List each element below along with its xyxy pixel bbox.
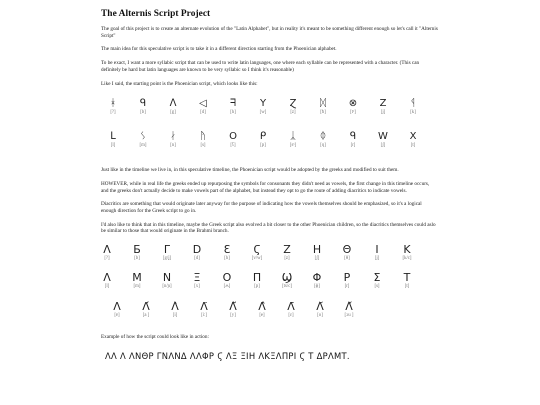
glyph-symbol: Λ̈ xyxy=(200,300,208,314)
glyph-transliteration: [sˤ] xyxy=(289,143,297,149)
glyph-transliteration: [θ] xyxy=(344,256,350,262)
paragraph-greek-adoption: Just like in the timeline we live in, in this speculative timeline, the Phoenician script would be adopted by the greeks and modified to suit them. xyxy=(101,167,399,174)
glyph-symbol: ᑭ xyxy=(259,131,267,143)
example-script-line: ΛΛ Λ ΛΝΘΡ ΓΝΛΝΔ ΛΛΦΡ Ϛ ΛΞ ΞΙΗ ΛΚΞΛΠΡΙ Ϛ Τ ΔΡΛΜΤ. xyxy=(105,350,350,361)
glyph-transliteration: [?] xyxy=(104,256,110,262)
glyph-symbol: Λ̃ xyxy=(229,300,237,314)
glyph-transliteration: [ħ] xyxy=(320,110,326,116)
glyph-cell xyxy=(215,244,239,262)
glyph-cell xyxy=(395,272,419,290)
glyph-cell xyxy=(305,272,329,290)
glyph-symbol: ⊗ xyxy=(348,98,358,110)
glyph-transliteration: [?] xyxy=(110,110,116,116)
glyph-symbol: Λ xyxy=(103,243,111,257)
glyph-transliteration: [h] xyxy=(230,110,236,116)
glyph-cell xyxy=(275,244,299,262)
glyph-symbol: ᛞ xyxy=(320,98,326,110)
greek-row-3 xyxy=(101,301,438,321)
glyph-symbol: W xyxy=(378,131,388,143)
glyph-transliteration: [j] xyxy=(380,110,386,116)
glyph-cell xyxy=(192,301,216,319)
glyph-symbol: Σ xyxy=(373,271,381,285)
glyph-transliteration: [x] xyxy=(194,284,200,290)
glyph-transliteration: [b] xyxy=(134,256,140,262)
glyph-cell xyxy=(401,98,425,116)
paragraph-brahmi: I'd also like to think that in this timeline, maybe the Greek script also evolved a bit closer to the other Phoenician children, so the diacritics themselves could aslo be similar to those that would originate in the Brahmi branch. xyxy=(101,221,436,235)
glyph-transliteration: [ʍ] xyxy=(223,284,231,290)
glyph-symbol: ᖷ xyxy=(230,98,236,110)
glyph-symbol: Λ xyxy=(113,300,121,314)
glyph-transliteration: [ɛ] xyxy=(288,313,294,319)
glyph-cell xyxy=(191,131,215,149)
glyph-symbol: Λ́ xyxy=(142,300,150,314)
glyph-cell xyxy=(335,272,359,290)
glyph-transliteration: [h] xyxy=(224,256,230,262)
glyph-transliteration: [w] xyxy=(259,110,267,116)
glyph-symbol: O xyxy=(222,271,232,285)
glyph-symbol: Z xyxy=(283,243,291,257)
glyph-transliteration: [n/ɲ] xyxy=(162,284,172,290)
glyph-cell xyxy=(125,244,149,262)
glyph-symbol: ᑫ xyxy=(349,131,357,143)
glyph-symbol: Ξ xyxy=(193,271,201,285)
glyph-cell xyxy=(395,244,419,262)
glyph-symbol: P xyxy=(343,271,351,285)
glyph-transliteration: [ʃ] xyxy=(380,143,386,149)
glyph-symbol: T xyxy=(403,271,411,285)
glyph-transliteration: [r] xyxy=(350,143,356,149)
glyph-transliteration: [ɔu ] xyxy=(344,313,354,319)
glyph-cell xyxy=(161,131,185,149)
phoenician-row-1 xyxy=(101,98,438,118)
greek-row-2 xyxy=(101,272,438,292)
glyph-symbol: Λ̆ xyxy=(316,300,324,314)
glyph-transliteration: [m] xyxy=(139,143,147,149)
glyph-symbol: ᛊ xyxy=(140,131,146,143)
glyph-cell xyxy=(95,244,119,262)
glyph-transliteration: [k] xyxy=(410,110,416,116)
glyph-transliteration: [z] xyxy=(290,110,296,116)
glyph-cell xyxy=(245,244,269,262)
glyph-cell xyxy=(341,98,365,116)
glyph-transliteration: [ʕ] xyxy=(230,143,236,149)
glyph-cell xyxy=(95,272,119,290)
glyph-symbol: ᛰ xyxy=(320,131,326,143)
glyph-symbol: Θ xyxy=(342,243,352,257)
glyph-symbol: ᛣ xyxy=(290,131,296,143)
glyph-symbol: Γ xyxy=(163,243,171,257)
glyph-symbol: D xyxy=(192,243,202,257)
glyph-cell xyxy=(221,131,245,149)
paragraph-main-idea: The main idea for this speculative script is to take it in a different direction starting from the Phoenician alphabet. xyxy=(101,46,337,53)
glyph-symbol: Б xyxy=(133,243,141,257)
glyph-symbol: H xyxy=(312,243,322,257)
glyph-symbol: Ϣ xyxy=(281,271,293,285)
glyph-symbol: ᛅ xyxy=(170,131,176,143)
glyph-cell xyxy=(251,98,275,116)
glyph-symbol: Λ̂ xyxy=(258,300,266,314)
glyph-cell xyxy=(221,301,245,319)
glyph-cell xyxy=(401,131,425,149)
glyph-transliteration: [ts/c] xyxy=(282,284,292,290)
glyph-symbol: ᐱ xyxy=(169,98,177,110)
glyph-cell xyxy=(155,272,179,290)
glyph-cell xyxy=(308,301,332,319)
glyph-transliteration: [m] xyxy=(133,284,141,290)
glyph-transliteration: [p] xyxy=(260,143,266,149)
glyph-transliteration: [k/c] xyxy=(402,256,412,262)
glyph-transliteration: [i:] xyxy=(201,313,207,319)
glyph-cell xyxy=(163,301,187,319)
glyph-cell xyxy=(371,98,395,116)
glyph-symbol: П xyxy=(252,271,262,285)
glyph-transliteration: [s] xyxy=(200,143,206,149)
paragraph-syllabic: To be exact, I want a more syllabic script that can be used to write latin languages, one where each syllable can be represented with a character. (This can definitely be hard but latin languages are known to be very syllabic so I think it's reasonable) xyxy=(101,60,420,73)
glyph-cell xyxy=(337,301,361,319)
page-title: The Alternis Script Project xyxy=(101,9,211,19)
glyph-cell xyxy=(155,244,179,262)
glyph-symbol: M xyxy=(132,271,142,285)
glyph-transliteration: [j] xyxy=(374,256,380,262)
glyph-symbol: ᚼ xyxy=(110,98,116,110)
glyph-cell xyxy=(125,272,149,290)
paragraph-example-intro: Example of how the script could look like in action: xyxy=(101,334,209,341)
greek-row-1 xyxy=(101,244,438,264)
glyph-transliteration: [s] xyxy=(374,284,380,290)
glyph-cell xyxy=(250,301,274,319)
glyph-transliteration: [ʃ] xyxy=(314,256,320,262)
glyph-symbol: Ɛ xyxy=(223,243,231,257)
phoenician-row-2 xyxy=(101,131,438,151)
glyph-transliteration: [g/ʝ] xyxy=(162,256,172,262)
glyph-cell xyxy=(365,272,389,290)
glyph-symbol: O xyxy=(229,131,237,143)
glyph-transliteration: [v/w] xyxy=(251,256,263,262)
glyph-cell xyxy=(305,244,329,262)
glyph-transliteration: [q] xyxy=(320,143,326,149)
glyph-symbol: Φ xyxy=(312,271,322,285)
glyph-cell xyxy=(101,131,125,149)
glyph-symbol: Λ̌ xyxy=(345,300,353,314)
glyph-symbol: Λ xyxy=(103,271,111,285)
glyph-cell xyxy=(215,272,239,290)
glyph-cell xyxy=(275,272,299,290)
glyph-transliteration: [z] xyxy=(284,256,290,262)
glyph-symbol: Ϛ xyxy=(253,243,261,257)
glyph-transliteration: [l] xyxy=(110,143,116,149)
glyph-cell xyxy=(131,131,155,149)
glyph-symbol: Λ̄ xyxy=(287,300,295,314)
glyph-cell xyxy=(101,98,125,116)
glyph-cell xyxy=(185,272,209,290)
article xyxy=(101,0,438,361)
glyph-transliteration: [t] xyxy=(404,284,410,290)
glyph-cell xyxy=(311,131,335,149)
glyph-cell xyxy=(245,272,269,290)
glyph-transliteration: [p] xyxy=(254,284,260,290)
glyph-transliteration: [g] xyxy=(170,110,176,116)
glyph-symbol: ᚤ xyxy=(200,131,206,143)
glyph-symbol: Λ̀ xyxy=(171,300,179,314)
glyph-transliteration: [n] xyxy=(170,143,176,149)
glyph-cell xyxy=(279,301,303,319)
glyph-cell xyxy=(131,98,155,116)
glyph-cell xyxy=(105,301,129,319)
glyph-symbol: N xyxy=(162,271,172,285)
glyph-cell xyxy=(134,301,158,319)
glyph-transliteration: [ɐ] xyxy=(114,313,120,319)
glyph-symbol: Ɀ xyxy=(289,98,297,110)
glyph-cell xyxy=(365,244,389,262)
glyph-cell xyxy=(185,244,209,262)
glyph-symbol: K xyxy=(403,243,411,257)
glyph-cell xyxy=(251,131,275,149)
glyph-symbol: ᛩ xyxy=(410,98,416,110)
glyph-transliteration: [i] xyxy=(172,313,178,319)
glyph-cell xyxy=(281,131,305,149)
glyph-transliteration: [r] xyxy=(344,284,350,290)
glyph-transliteration: [b] xyxy=(140,110,146,116)
glyph-cell xyxy=(221,98,245,116)
glyph-transliteration: [e] xyxy=(259,313,265,319)
glyph-transliteration: [a ] xyxy=(142,313,150,319)
paragraph-goal: The goal of this project is to create an alternate evolution of the "Latin Alphabet", but in reality it's meant to be something different enough so let's call it "Alternis Script" xyxy=(101,26,438,39)
paragraph-phoenician-intro: Like I said, the starting point is the Phoenician script, which looks like this: xyxy=(101,80,258,87)
paragraph-diacritics: Diacritics are something that would originate later anyway for the purpose of indicating how the vowels themselves should be emphasized, so it's a logical enough direction for the Greek script to go in. xyxy=(101,201,422,215)
glyph-symbol: Z xyxy=(379,98,387,110)
glyph-transliteration: [d] xyxy=(194,256,200,262)
glyph-symbol: ◁ xyxy=(199,98,207,110)
glyph-cell xyxy=(335,244,359,262)
glyph-symbol: ᑫ xyxy=(139,98,147,110)
glyph-symbol: X xyxy=(409,131,417,143)
glyph-symbol: ᒪ xyxy=(110,131,116,143)
paragraph-however: HOWEVER, while in real life the greeks ended up repurposing the symbols for consonants they didn't need as vowels, the first change in this timeline occurs, and the greeks don't actually decide to make vowels part of the alphabet, but instead they opt to go the route of adding diacritics to indicate vowels. xyxy=(101,180,430,194)
glyph-transliteration: [tˤ] xyxy=(350,110,356,116)
glyph-cell xyxy=(371,131,395,149)
glyph-cell xyxy=(191,98,215,116)
glyph-symbol: I xyxy=(375,243,379,257)
glyph-transliteration: [y] xyxy=(230,313,236,319)
glyph-transliteration: [t] xyxy=(410,143,416,149)
glyph-cell xyxy=(311,98,335,116)
glyph-transliteration: [o] xyxy=(317,313,323,319)
glyph-transliteration: [l] xyxy=(104,284,110,290)
glyph-cell xyxy=(281,98,305,116)
glyph-transliteration: [d] xyxy=(200,110,206,116)
glyph-transliteration: [ɸ] xyxy=(314,284,320,290)
glyph-cell xyxy=(341,131,365,149)
glyph-symbol: Y xyxy=(259,98,267,110)
glyph-cell xyxy=(161,98,185,116)
